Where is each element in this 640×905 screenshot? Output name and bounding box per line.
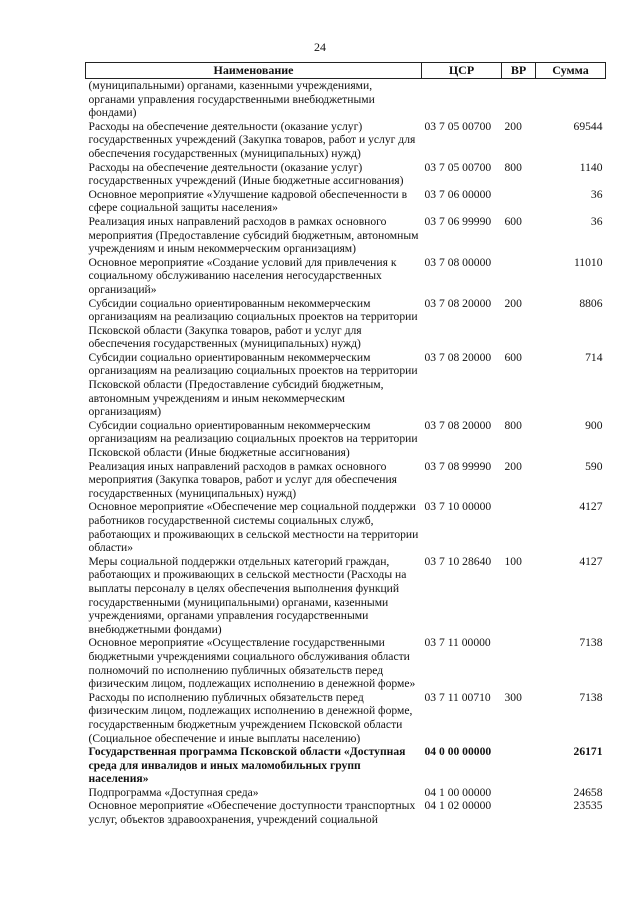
row-name-cell: Расходы на обеспечение деятельности (оказание услуг) государственных учреждений (Иные бюджетные ассигнования)	[88, 160, 404, 188]
row-sum-cell: 11010	[573, 255, 603, 269]
row-sum-cell: 23535	[573, 799, 603, 813]
row-name-cell: Расходы по исполнению публичных обязательств перед физическим лицом, подлежащих исполнению в денежной форме, государственным бюджетным учреждением Псковской области (Социальное обеспечение и иные выплаты населению)	[88, 690, 413, 745]
row-csr-cell	[422, 79, 502, 120]
table-row	[86, 161, 606, 188]
table-row	[86, 120, 606, 161]
table-row	[86, 351, 606, 419]
table-row	[86, 419, 606, 460]
row-name-cell: Субсидии социально ориентированным некоммерческим организациям на реализацию социальных проектов на территории Псковской области (Закупка товаров, работ и услуг для обеспечения государственных (муниципальных) нужд)	[88, 296, 418, 351]
row-name-cell: Субсидии социально ориентированным некоммерческим организациям на реализацию социальных проектов на территории Псковской области (Иные бюджетные ассигнования)	[88, 418, 418, 460]
table-row	[86, 636, 606, 690]
row-name-cell: Основное мероприятие «Осуществление государственными бюджетными учреждениями социального обслуживания области полномочий по исполнению публичных обязательств перед физическим лицом, подлежащих исполнению в денежной форме»	[88, 636, 416, 691]
row-name-cell: Государственная программа Псковской области «Доступная среда для инвалидов и иных маломобильных групп населения»	[88, 745, 406, 786]
header-csr: ЦСР	[422, 63, 502, 79]
row-vr-cell: 600	[504, 350, 522, 364]
row-sum-cell: 7138	[579, 636, 603, 650]
table-row	[86, 79, 606, 120]
row-name-cell: Субсидии социально ориентированным некоммерческим организациям на реализацию социальных проектов на территории Псковской области (Предоставление субсидий бюджетным, автономным учреждениям и иным некоммерческим организациям)	[88, 350, 418, 419]
row-name-cell: Меры социальной поддержки отдельных категорий граждан, работающих и проживающих в сельской местности (Расходы на выплаты персоналу в целях обеспечения выполнения функций государственными (муниципальными) органами, казенными учреждениями, органами управления государственными внебюджетными фондами)	[88, 554, 407, 636]
header-sum: Сумма	[536, 63, 606, 79]
table-row	[86, 555, 606, 637]
table-row	[86, 460, 606, 501]
row-csr-cell: 03 7 06 00000	[424, 187, 492, 201]
table-row	[86, 799, 606, 826]
row-vr-cell: 200	[504, 296, 522, 310]
row-sum-cell: 7138	[579, 690, 603, 704]
row-vr-cell	[502, 79, 536, 120]
row-vr-cell: 600	[504, 214, 522, 228]
row-sum-cell: 4127	[579, 554, 603, 568]
row-vr-cell: 800	[504, 160, 522, 174]
row-csr-cell: 03 7 10 00000	[424, 500, 492, 514]
table-row	[86, 297, 606, 351]
row-sum-cell	[536, 79, 606, 120]
row-csr-cell: 03 7 11 00710	[424, 690, 491, 704]
row-sum-cell: 4127	[579, 500, 603, 514]
table-row	[86, 745, 606, 786]
row-name-cell: Основное мероприятие «Улучшение кадровой обеспеченности в сфере социальной защиты населения»	[88, 187, 408, 215]
row-sum-cell: 24658	[573, 785, 603, 799]
row-sum-cell: 8806	[579, 296, 603, 310]
row-vr-cell	[502, 188, 536, 215]
row-name-cell: Основное мероприятие «Обеспечение доступности транспортных услуг, объектов здравоохранения, учреждений социальной	[88, 799, 416, 827]
row-csr-cell: 03 7 11 00000	[424, 636, 491, 650]
row-csr-cell: 03 7 05 00700	[424, 160, 492, 174]
row-vr-cell	[502, 745, 536, 786]
row-vr-cell	[502, 786, 536, 800]
row-sum-cell: 900	[585, 418, 603, 432]
row-csr-cell: 03 7 08 20000	[424, 296, 492, 310]
row-sum-cell: 714	[585, 350, 603, 364]
header-name: Наименование	[86, 63, 422, 79]
row-csr-cell: 03 7 06 99990	[424, 214, 492, 228]
table-row	[86, 786, 606, 800]
table-row	[86, 500, 606, 554]
row-vr-cell	[502, 256, 536, 297]
row-name-cell: Реализация иных направлений расходов в рамках основного мероприятия (Предоставление субсидий бюджетным, автономным учреждениям и иным некоммерческим организациям)	[88, 214, 419, 256]
row-vr-cell: 800	[504, 418, 522, 432]
row-name-cell: Подпрограмма «Доступная среда»	[88, 785, 259, 799]
row-sum-cell: 590	[585, 459, 603, 473]
row-csr-cell: 04 0 00 00000	[424, 745, 492, 759]
row-vr-cell: 200	[504, 119, 522, 133]
row-csr-cell: 03 7 08 20000	[424, 418, 492, 432]
table-header-row	[86, 63, 606, 79]
row-vr-cell: 300	[504, 690, 522, 704]
row-name-cell: Расходы на обеспечение деятельности (оказание услуг) государственных учреждений (Закупка товаров, работ и услуг для обеспечения государственных (муниципальных) нужд)	[88, 119, 416, 160]
table-row	[86, 691, 606, 745]
table-row	[86, 256, 606, 297]
row-csr-cell: 03 7 08 99990	[424, 459, 492, 473]
row-csr-cell: 03 7 05 00700	[424, 119, 492, 133]
row-name-cell: Основное мероприятие «Обеспечение мер социальной поддержки работников государственной системы социальных служб, работающих и проживающих в сельской местности на территории области»	[88, 500, 419, 555]
row-csr-cell: 04 1 00 00000	[424, 785, 492, 799]
row-name-cell: Основное мероприятие «Создание условий для привлечения к социальному обслуживанию населения негосударственных организаций»	[88, 255, 397, 296]
row-sum-cell: 36	[590, 187, 603, 201]
row-csr-cell: 04 1 02 00000	[424, 799, 492, 813]
header-vr: ВР	[502, 63, 536, 79]
page-number: 24	[314, 40, 326, 54]
row-csr-cell: 03 7 10 28640	[424, 554, 492, 568]
row-vr-cell	[502, 500, 536, 554]
row-name-cell: (муниципальными) органами, казенными учреждениями, органами управления государственными внебюджетными фондами)	[88, 79, 375, 120]
row-csr-cell: 03 7 08 20000	[424, 350, 492, 364]
row-vr-cell	[502, 799, 536, 826]
row-sum-cell: 26171	[573, 745, 603, 759]
row-vr-cell	[502, 636, 536, 690]
row-vr-cell: 100	[504, 554, 522, 568]
row-vr-cell: 200	[504, 459, 522, 473]
table-row	[86, 188, 606, 215]
row-csr-cell: 03 7 08 00000	[424, 255, 492, 269]
row-sum-cell: 1140	[579, 160, 603, 174]
row-name-cell: Реализация иных направлений расходов в рамках основного мероприятия (Закупка товаров, работ и услуг для обеспечения государственных (муниципальных) нужд)	[88, 459, 397, 500]
table-body	[86, 79, 606, 827]
row-sum-cell: 69544	[573, 119, 603, 133]
table-row	[86, 215, 606, 256]
row-sum-cell: 36	[590, 214, 603, 228]
budget-table	[85, 62, 606, 827]
